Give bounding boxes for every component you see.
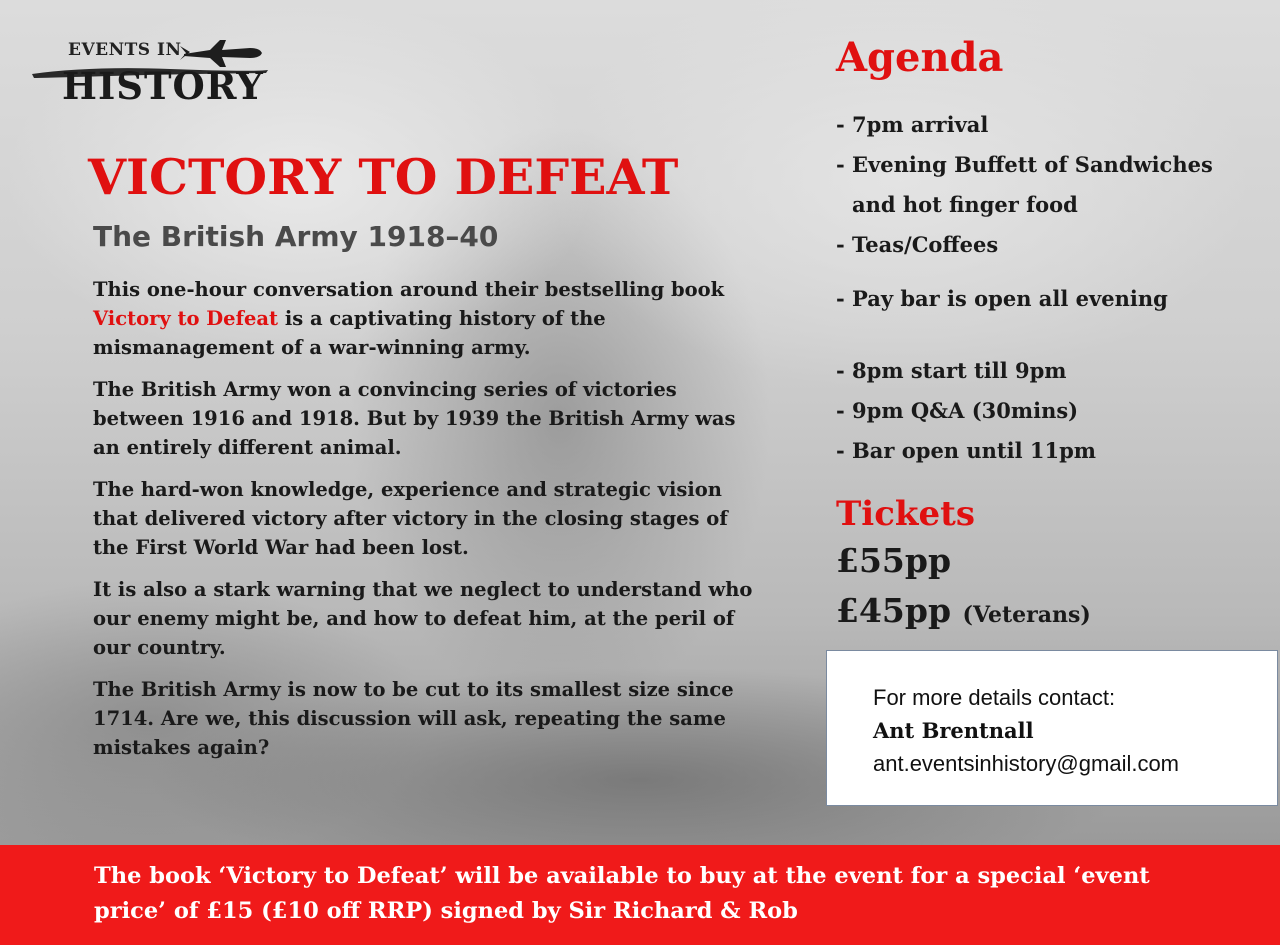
agenda-buffet-line1: - Evening Buffett of Sandwiches [836, 152, 1213, 177]
agenda-item-bar-close: - Bar open until 11pm [836, 438, 1097, 463]
description-paragraph-1 [93, 275, 763, 362]
book-title-highlight: Victory to Defeat [93, 307, 279, 330]
description-paragraph-3: The hard-won knowledge, experience and strategic vision that delivered victory after victory in the closing stages of the First World War had been lost. [93, 478, 728, 559]
logo-main-text: HISTORY [62, 64, 264, 108]
logo-top-text: EVENTS IN [68, 40, 182, 60]
price-veterans-row [836, 591, 1091, 630]
contact-name: Ant Brentnall [873, 718, 1034, 743]
agenda-item-teas: - Teas/Coffees [836, 232, 999, 257]
agenda-item-pay-bar: - Pay bar is open all evening [836, 286, 1168, 311]
veterans-note: (Veterans) [962, 602, 1091, 628]
agenda-list [836, 110, 1266, 476]
event-title: VICTORY TO DEFEAT [88, 148, 679, 206]
agenda-item-arrival: - 7pm arrival [836, 112, 989, 137]
agenda-item-buffet [836, 150, 1266, 220]
description-p1-part1: This one-hour conversation around their bestselling book [93, 278, 725, 301]
agenda-item-qa: - 9pm Q&A (30mins) [836, 398, 1079, 423]
description-p1-part2: is a captivating history of the mismanagement of a war-winning army. [93, 307, 606, 359]
agenda-title: Agenda [836, 34, 1004, 81]
price-standard: £55pp [836, 541, 952, 580]
tickets-title: Tickets [836, 494, 975, 534]
contact-box [826, 650, 1278, 806]
events-in-history-logo [30, 30, 270, 115]
description-paragraph-4: It is also a stark warning that we neglect to understand who our enemy might be, and how to defeat him, at the peril of our country. [93, 578, 753, 659]
price-veterans: £45pp [836, 591, 952, 630]
event-description [93, 275, 763, 775]
contact-label: For more details contact: [873, 685, 1116, 710]
agenda-buffet-line2: and hot finger food [852, 192, 1078, 217]
description-paragraph-5: The British Army is now to be cut to its smallest size since 1714. Are we, this discussion will ask, repeating the same mistakes again? [93, 678, 734, 759]
description-paragraph-2: The British Army won a convincing series of victories between 1916 and 1918. But by 1939 the British Army was an entirely different animal. [93, 378, 736, 459]
agenda-item-start: - 8pm start till 9pm [836, 358, 1067, 383]
event-subtitle: The British Army 1918–40 [93, 220, 499, 253]
book-offer-banner [0, 845, 1280, 945]
contact-email: ant.eventsinhistory@gmail.com [873, 751, 1180, 776]
banner-text: The book ‘Victory to Defeat’ will be available to buy at the event for a special ‘event price’ of £15 (£10 off RRP) signed by Sir Richard & Rob [94, 863, 1150, 924]
